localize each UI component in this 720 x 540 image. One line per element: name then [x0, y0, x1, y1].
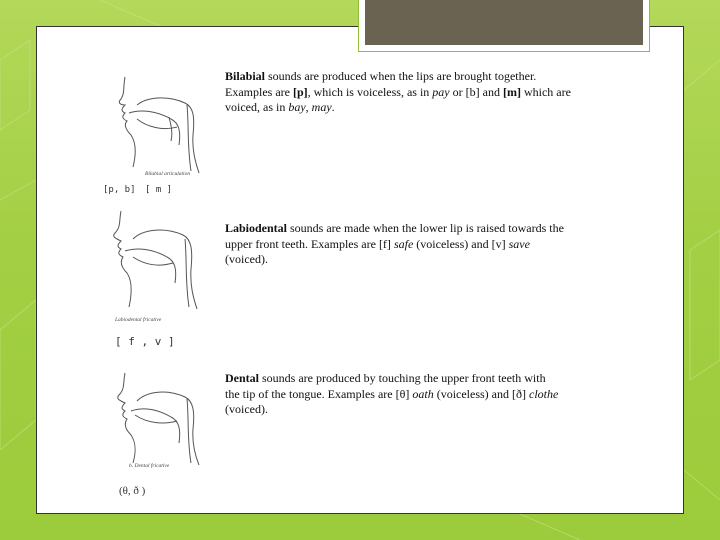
dental-symbols: (θ, ð ): [119, 485, 146, 497]
bilabial-term: Bilabial: [225, 69, 266, 83]
slide-content: [36, 26, 684, 514]
bilabial-symbols-left: [p, b]: [103, 185, 136, 195]
title-tab: [358, 0, 650, 52]
bilabial-paragraph: Bilabial sounds are produced when the lips are brought together. Examples are [p], which is voiceless, as in pay or [b] and [m] which are voiced, as in bay, may.: [225, 69, 571, 114]
title-tab-fill: [365, 0, 643, 45]
labiodental-diagram: [105, 207, 215, 311]
labiodental-caption: Labiodental fricative: [115, 317, 162, 323]
bilabial-symbols-right: [ m ]: [145, 185, 173, 195]
vocal-tract-icon: [107, 371, 217, 465]
labiodental-paragraph: Labiodental sounds are made when the lower lip is raised towards the upper front teeth. Examples are [f] safe (voiceless) and [v] save (voiced).: [225, 221, 564, 266]
labiodental-symbols: [ f , v ]: [115, 335, 175, 348]
section-dental: [37, 367, 685, 507]
dental-paragraph: Dental sounds are produced by touching the upper front teeth with the tip of the tongue. Examples are [θ] oath (voiceless) and [ð] clothe (voiced).: [225, 371, 559, 416]
dental-diagram: [107, 371, 217, 465]
labiodental-term: Labiodental: [225, 221, 288, 235]
vocal-tract-icon: [105, 207, 215, 311]
vocal-tract-icon: [107, 75, 217, 175]
bilabial-diagram: [107, 75, 217, 175]
dental-term: Dental: [225, 371, 259, 385]
section-bilabial: [37, 71, 685, 211]
dental-caption: b. Dental fricative: [129, 463, 170, 469]
section-labiodental: [37, 207, 685, 357]
bilabial-caption: Bilabial articulation: [145, 171, 191, 177]
